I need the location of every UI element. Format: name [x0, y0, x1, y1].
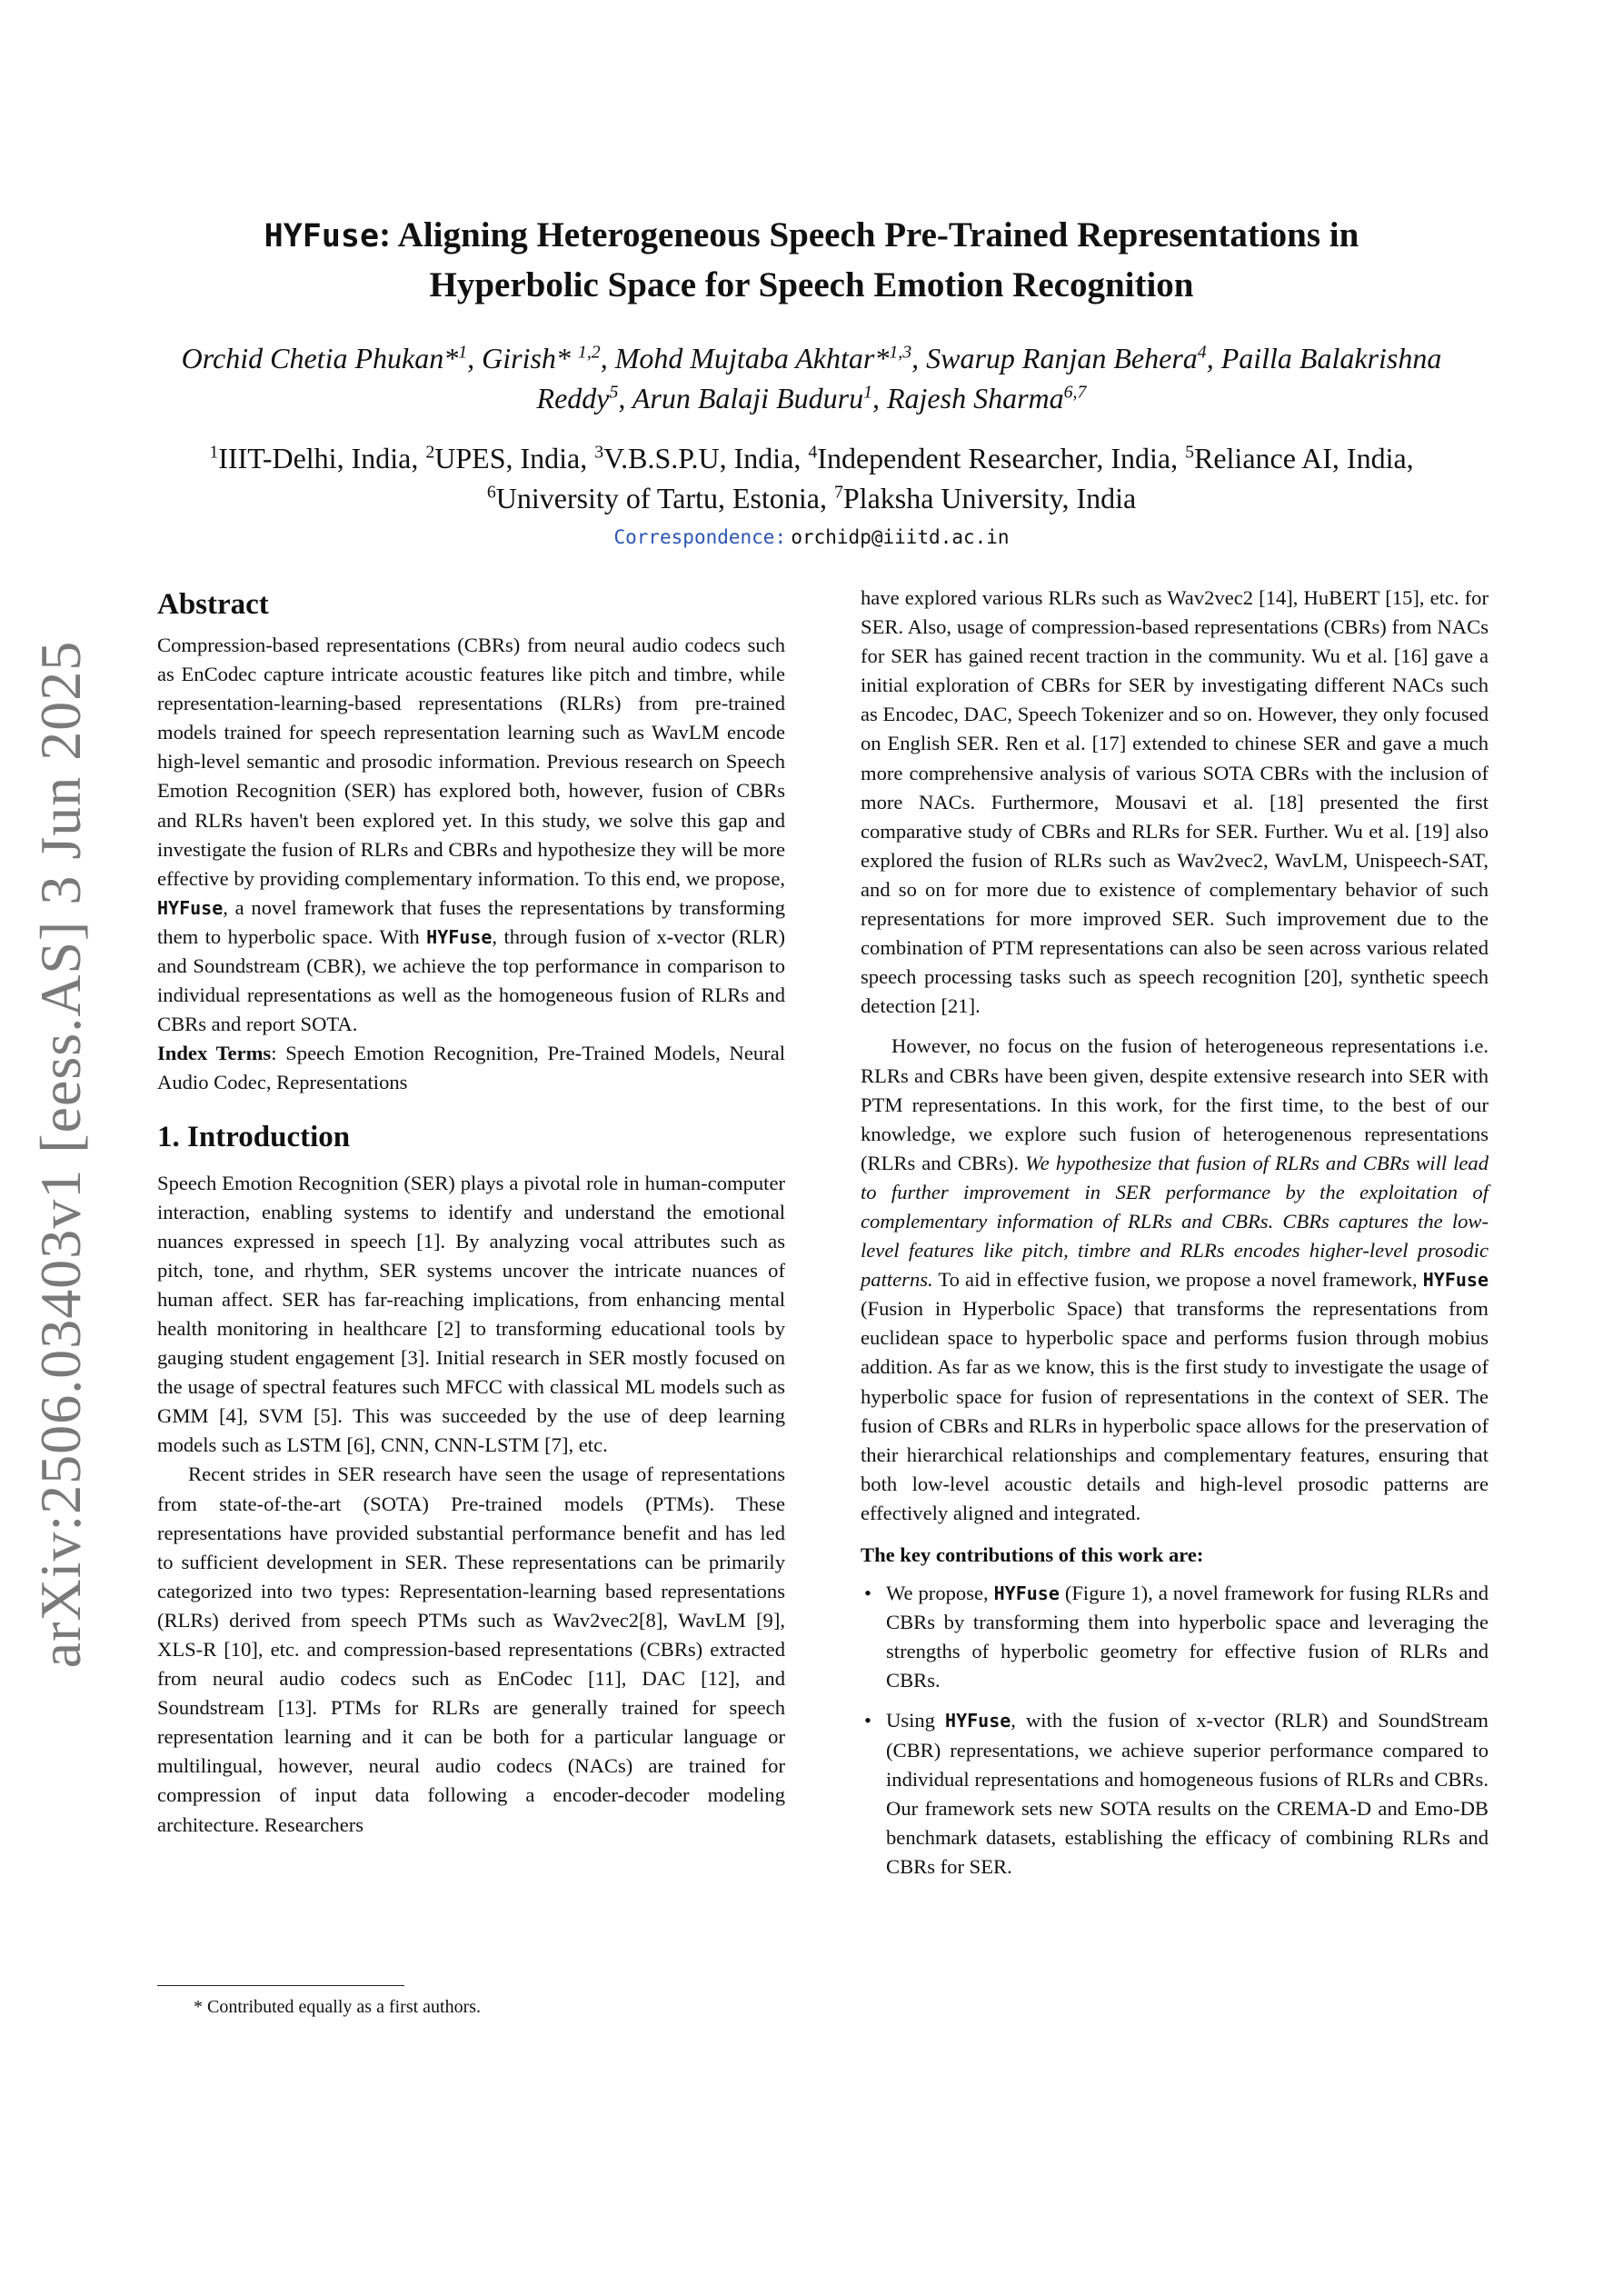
author-name: Rajesh Sharma — [886, 382, 1064, 414]
author-name: Orchid Chetia Phukan* — [181, 342, 459, 374]
affiliation-list: $^1$IIIT-Delhi, India, $^2$UPES, India, $^3$V.B.S.P.U, India, $^4$Independent Researcher, India, $^5$Reliance AI, India, $^6$University of Tartu, Estonia, $^7$Plaksha University, India — [209, 442, 1414, 514]
contribution-item: • Using HYFuse, with the fusion of x-vector (RLR) and SoundStream (CBR) representations, we achieve superior performance compared to individual representations and homogeneous fusions of RLRs and CBRs. Our framework sets new SOTA results on the CREMA-D and Emo-DB benchmark datasets, establishing the efficacy of combining RLRs and CBRs for SER. — [886, 1706, 1489, 1882]
contributions-heading: The key contributions of this work are: — [861, 1543, 1204, 1566]
introduction-heading: 1. Introduction — [157, 1120, 351, 1153]
affiliation-mark: 6 — [486, 482, 496, 503]
author-name: Mohd Mujtaba Akhtar* — [614, 342, 890, 374]
affiliation-name: UPES, India — [434, 442, 581, 474]
abstract-heading: Abstract — [157, 588, 269, 621]
author-affiliation-mark: 1,2 — [577, 342, 601, 363]
intro-paragraph-2: Recent strides in SER research have seen the usage of representations from state-of-the-art (SOTA) Pre-trained models (PTMs). These representations have provided substantial performance benefit and has led to sufficient development in SER. These representations can be primarily categorized into two types: Representation-learning based representations (RLRs) derived from speech PTMs such as Wav2vec2[8], WavLM [9], XLS-R [10], etc. and compression-based representations (CBRs) extracted from neural audio codecs such as EnCodec [11], DAC [12], and Soundstream [13]. PTMs for RLRs are generally trained for speech representation learning and it can be both for a particular language or multilingual, however, neural audio codecs (NACs) are trained for compression of input data following a encoder-decoder modeling architecture. Researchers — [157, 1462, 785, 1836]
affiliation-name: University of Tartu, Estonia — [495, 482, 820, 514]
hypothesis-statement: We hypothesize that fusion of RLRs and CBRs will lead to further improvement in SER performance by the exploitation of complementary information of RLRs and CBRs. CBRs captures the low-level features like pitch, timbre and RLRs encodes higher-level prosodic patterns. — [861, 1151, 1489, 1292]
affiliation-mark: 2 — [425, 442, 435, 463]
intro-paragraph-3: have explored various RLRs such as Wav2vec2 [14], HuBERT [15], etc. for SER. Also, usage of compression-based representations (CBRs) from NACs for SER has gained recent traction in the community. Wu et al. [16] gave a initial exploration of CBRs for SER by investigating different NACs such as Encodec, DAC, Speech Tokenizer and so on. However, they only focused on English SER. Ren et al. [17] extended to chinese SER and gave a much more comprehensive analysis of various SOTA CBRs with the inclusion of more NACs. Furthermore, Mousavi et al. [18] presented the first comparative study of CBRs and RLRs for SER. Further. Wu et al. [19] also explored the fusion of RLRs such as Wav2vec2, WavLM, Unispeech-SAT, and so on for more due to existence of complementary behavior of such representations for more improved SER. Such improvement due to the combination of PTM representations can also be seen across various related speech processing tasks such as speech recognition [20], synthetic speech detection [21]. — [861, 586, 1489, 1018]
correspondence-label: Correspondence: — [613, 526, 787, 548]
author-affiliation-mark: 1 — [863, 382, 872, 403]
author-name: Arun Balaji Buduru — [632, 382, 864, 414]
affiliation-name: Plaksha University, India — [842, 482, 1137, 514]
author-affiliation-mark: 1 — [458, 342, 468, 363]
intro-paragraph-4: However, no focus on the fusion of heterogeneous representations i.e. RLRs and CBRs have been given, despite extensive research into SER with PTM representations. In this work, for the first time, to the best of our knowledge, we explore such fusion of heterogenenous representations (RLRs and CBRs). We hypothesize that fusion of RLRs and CBRs will lead to further improvement in SER performance by the exploitation of complementary information of RLRs and CBRs. CBRs captures the low-level features like pitch, timbre and RLRs encodes higher-level prosodic patterns. To aid in effective fusion, we propose a novel framework, HYFuse (Fusion in Hyperbolic Space) that transforms the representations from euclidean space to hyperbolic space and performs fusion through mobius addition. As far as we know, this is the first study to investigate the usage of hyperbolic space for fusion of representations in the context of SER. The fusion of CBRs and RLRs in hyperbolic space allows for the preservation of their hierarchical relationships and complementary features, ensuring that both low-level acoustic details and high-level prosodic patterns are effectively aligned and integrated. — [861, 1034, 1489, 1524]
system-name: HYFuse — [426, 925, 493, 948]
author-affiliation-mark: 4 — [1197, 342, 1207, 363]
contribution-item: • We propose, HYFuse (Figure 1), a novel framework for fusing RLRs and CBRs by transforming them into hyperbolic space and leveraging the strengths of hyperbolic geometry for effective fusion of RLRs and CBRs. — [886, 1579, 1489, 1695]
title-line-1: : Aligning Heterogeneous Speech Pre-Trained Representations in — [379, 215, 1359, 255]
affiliation-mark: 5 — [1185, 442, 1194, 463]
author-list: Orchid Chetia Phukan*$^1$, Girish* $^{1,2}$, Mohd Mujtaba Akhtar*$^{1,3}$, Swarup Ranjan Behera$^4$, Pailla Balakrishna Reddy$^5$, Arun Balaji Buduru$^1$, Rajesh Sharma$^{6,7}$ — [181, 342, 1442, 414]
affiliation-name: IIIT-Delhi, India — [218, 442, 412, 474]
correspondence-email[interactable]: orchidp@iiitd.ac.in — [791, 526, 1010, 548]
author-affiliation-mark: 6,7 — [1063, 382, 1087, 403]
left-column — [157, 584, 785, 1840]
contributions-list — [861, 1579, 1489, 1882]
abstract-body: Compression-based representations (CBRs) from neural audio codecs such as EnCodec capture intricate acoustic features like pitch and timbre, while representation-learning-based representations (RLRs) from pre-trained models trained for speech representation learning such as WavLM encode high-level semantic and prosodic information. Previous research on Speech Emotion Recognition (SER) has explored both, however, fusion of CBRs and RLRs haven't been explored yet. In this study, we solve this gap and investigate the fusion of RLRs and CBRs and hypothesize they will be more effective by providing complementary information. To this end, we propose, HYFuse, a novel framework that fuses the representations by transforming them to hyperbolic space. With HYFuse, through fusion of x-vector (RLR) and Soundstream (CBR), we achieve the top performance in comparison to individual representations as well as the homogeneous fusion of RLRs and CBRs and report SOTA. — [157, 634, 785, 1036]
affiliation-name: Independent Researcher, India — [817, 442, 1171, 474]
affiliation-name: Reliance AI, India — [1193, 442, 1407, 474]
affiliation-mark: 4 — [808, 442, 818, 463]
index-terms: Index Terms: Speech Emotion Recognition, Pre-Trained Models, Neural Audio Codec, Representations — [157, 1042, 785, 1094]
system-name: HYFuse — [157, 896, 224, 919]
affiliation-name: V.B.S.P.U, India — [603, 442, 794, 474]
footnote: * Contributed equally as a first authors. — [194, 1997, 482, 2017]
arxiv-identifier: arXiv:2506.03403v1 [eess.AS] 3 Jun 2025 — [28, 640, 93, 1669]
author-name: Pailla Balakrishna Reddy — [536, 342, 1442, 414]
paper-title — [154, 211, 1469, 310]
author-affiliation-mark: 1,3 — [889, 342, 912, 363]
author-affiliation-mark: 5 — [609, 382, 619, 403]
arxiv-sidebar-stamp — [20, 640, 102, 1669]
footnote-divider — [157, 1985, 404, 1986]
author-name: Girish* — [482, 342, 578, 374]
affiliation-mark: 1 — [209, 442, 219, 463]
system-name: HYFuse — [993, 1582, 1060, 1605]
title-system-name: HYFuse — [264, 218, 380, 255]
system-name: HYFuse — [1422, 1269, 1489, 1292]
correspondence-line — [154, 524, 1469, 551]
system-name: HYFuse — [945, 1710, 1011, 1732]
index-terms-label: Index Terms — [157, 1042, 272, 1065]
author-name: Swarup Ranjan Behera — [926, 342, 1198, 374]
title-line-2: Hyperbolic Space for Speech Emotion Recognition — [429, 265, 1194, 304]
affiliation-mark: 7 — [833, 482, 843, 503]
affiliation-mark: 3 — [594, 442, 604, 463]
intro-paragraph-1: Speech Emotion Recognition (SER) plays a pivotal role in human-computer interaction, enabling systems to identify and understand the emotional nuances expressed in speech [1]. By analyzing vocal attributes such as pitch, tone, and rhythm, SER systems uncover the intricate nuances of human affect. SER has far-reaching implications, from enhancing mental health monitoring in healthcare [2] to transforming educational tools by gauging student engagement [3]. Initial research in SER mostly focused on the usage of spectral features such MFCC with classical ML models such as GMM [4], SVM [5]. This was succeeded by the use of deep learning models such as LSTM [6], CNN, CNN-LSTM [7], etc. — [157, 1171, 785, 1457]
right-column — [861, 584, 1489, 1892]
